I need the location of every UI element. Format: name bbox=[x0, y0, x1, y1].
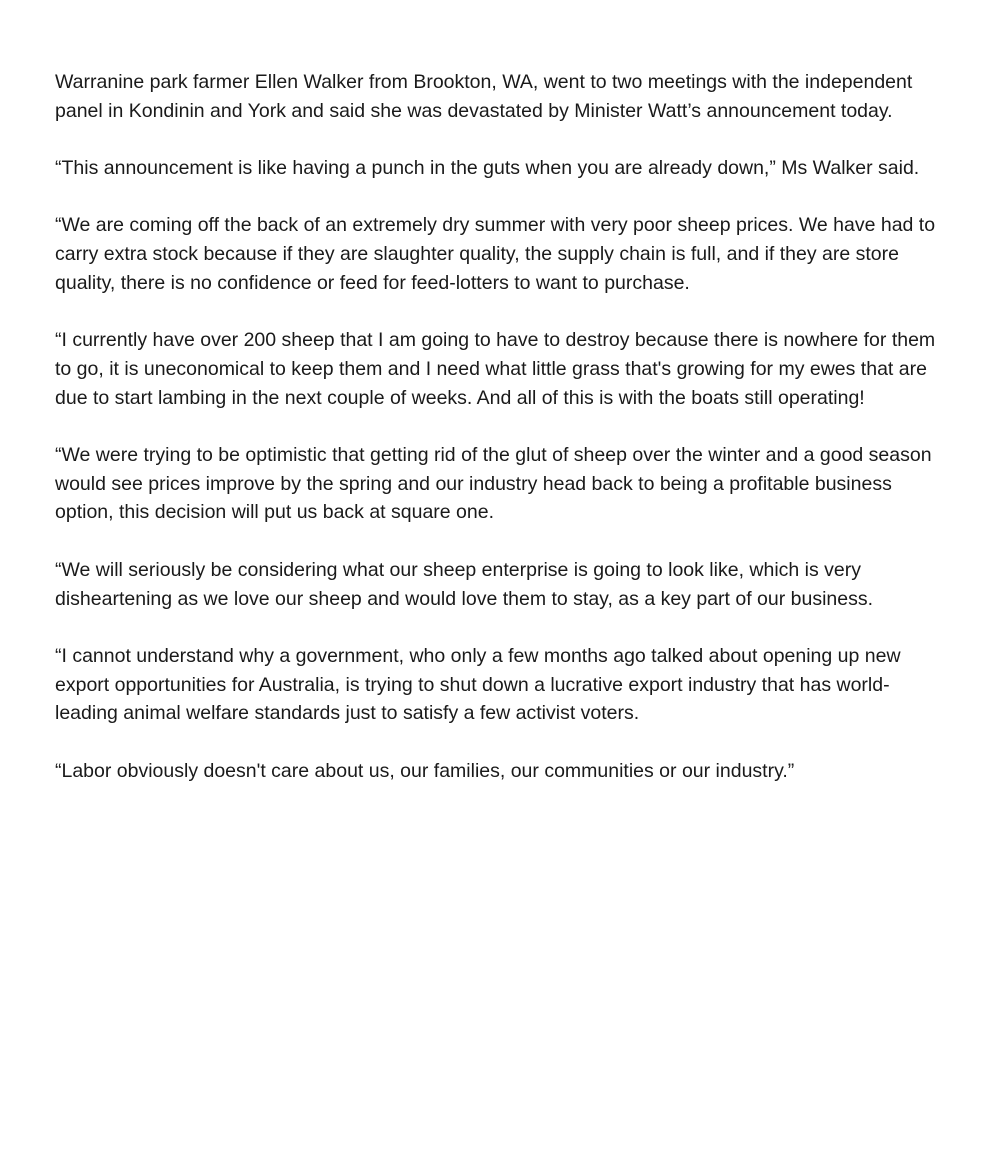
document-body bbox=[55, 68, 945, 785]
paragraph-quote-punch: “This announcement is like having a punch in the guts when you are already down,” Ms Walker said. bbox=[55, 157, 920, 180]
paragraph-quote-optimistic: “We were trying to be optimistic that getting rid of the glut of sheep over the winter and a good season would see prices improve by the spring and our industry head back to being a profitable business option, this decision will put us back at square one. bbox=[55, 444, 932, 524]
paragraph-quote-dry-summer: “We are coming off the back of an extremely dry summer with very poor sheep prices. We have had to carry extra stock because if they are slaughter quality, the supply chain is full, and if they are store quality, there is no confidence or feed for feed-lotters to want to purchase. bbox=[55, 214, 936, 294]
paragraph-intro: Warranine park farmer Ellen Walker from Brookton, WA, went to two meetings with the independent panel in Kondinin and York and said she was devastated by Minister Watt’s announcement today. bbox=[55, 71, 913, 122]
paragraph-quote-sheep-destroy: “I currently have over 200 sheep that I am going to have to destroy because there is nowhere for them to go, it is uneconomical to keep them and I need what little grass that's growing for my ewes that are due to start lambing in the next couple of weeks. And all of this is with the boats still operating! bbox=[55, 329, 936, 409]
paragraph-quote-labor: “Labor obviously doesn't care about us, our families, our communities or our industry.” bbox=[55, 759, 795, 782]
paragraph-quote-government: “I cannot understand why a government, who only a few months ago talked about opening up new export opportunities for Australia, is trying to shut down a lucrative export industry that has world-leading animal welfare standards just to satisfy a few activist voters. bbox=[55, 644, 901, 725]
paragraph-quote-enterprise: “We will seriously be considering what our sheep enterprise is going to look like, which is very disheartening as we love our sheep and would love them to stay, as a key part of our business. bbox=[55, 558, 874, 610]
